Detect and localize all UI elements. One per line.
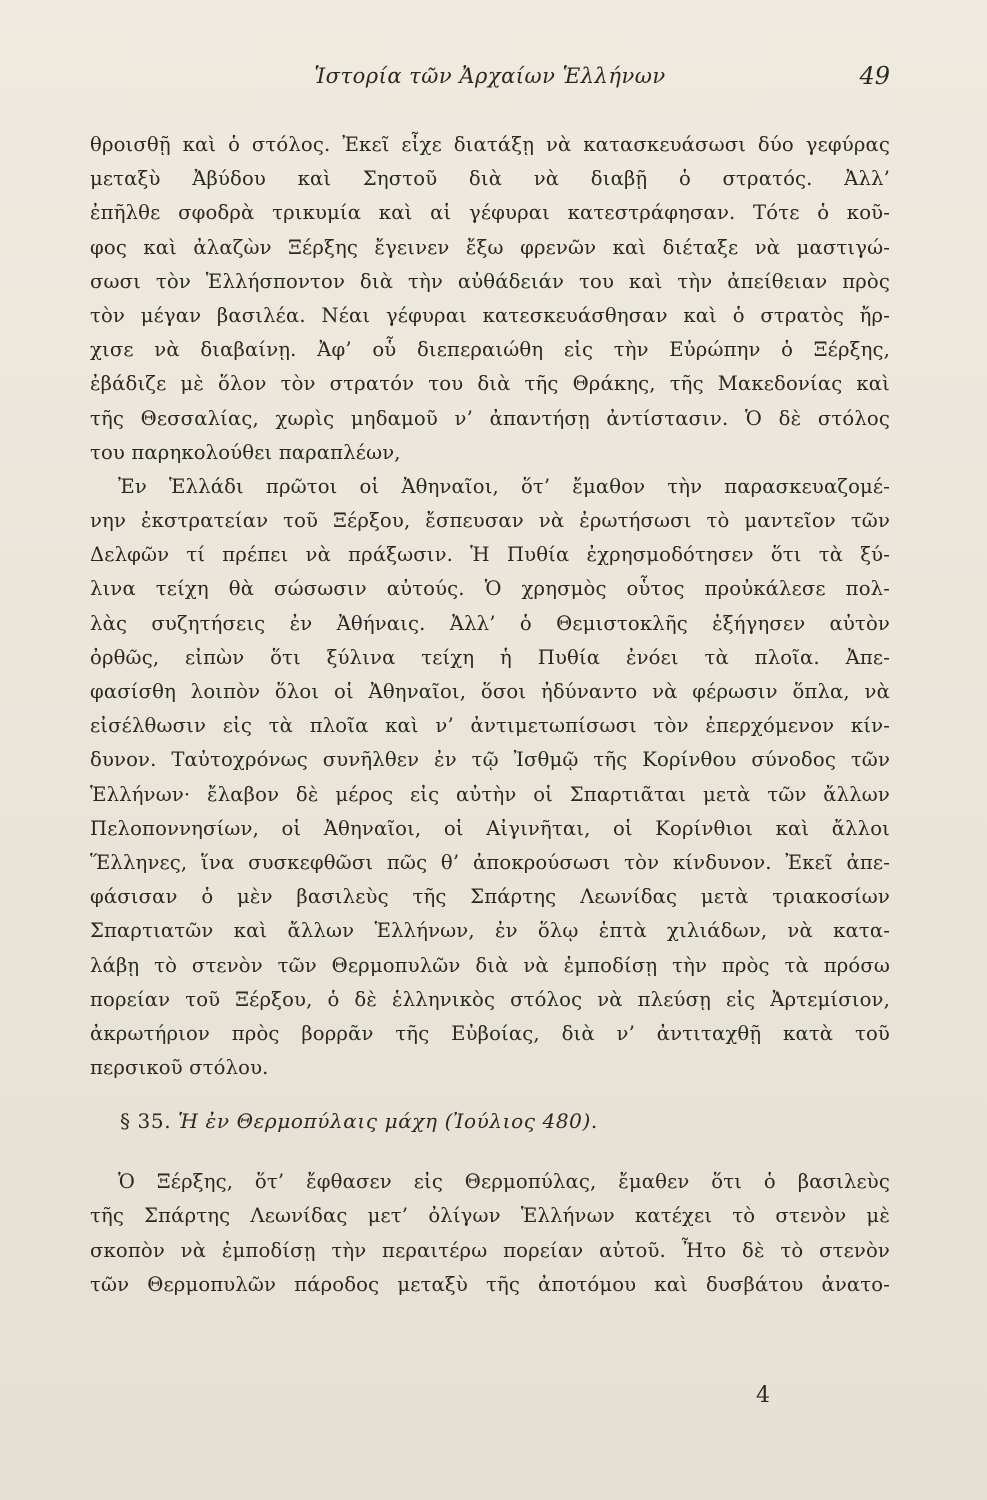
text-line: μεταξὺ Ἀβύδου καὶ Σηστοῦ διὰ νὰ διαβῇ ὁ στρατός. Ἀλλ’ xyxy=(90,167,890,191)
text-line: Ἐν Ἑλλάδι πρῶτοι οἱ Ἀθηναῖοι, ὅτ’ ἔμαθον τὴν παρασκευαζομέ- xyxy=(118,474,890,498)
text-line: λάβῃ τὸ στενὸν τῶν Θερμοπυλῶν διὰ νὰ ἐμποδίσῃ τὴν πρὸς τὰ πρόσω xyxy=(90,953,890,977)
text-line: ὀρθῶς, εἰπὼν ὅτι ξύλινα τείχη ἡ Πυθία ἐνόει τὰ πλοῖα. Ἀπε- xyxy=(90,645,890,669)
page-header xyxy=(90,60,890,96)
text-line: ἐπῆλθε σφοδρὰ τρικυμία καὶ αἱ γέφυραι κατεστράφησαν. Τότε ὁ κοῦ- xyxy=(90,201,890,225)
text-line: λινα τείχη θὰ σώσωσιν αὐτούς. Ὁ χρησμὸς οὗτος προὐκάλεσε πολ- xyxy=(90,577,890,601)
text-line: σωσι τὸν Ἑλλήσποντον διὰ τὴν αὐθάδειάν του καὶ τὴν ἀπείθειαν πρὸς xyxy=(90,269,890,293)
text-line: Ὁ Ξέρξης, ὅτ’ ἔφθασεν εἰς Θερμοπύλας, ἔμαθεν ὅτι ὁ βασιλεὺς xyxy=(118,1170,890,1194)
running-title: Ἱστορία τῶν Ἀρχαίων Ἑλλήνων xyxy=(314,64,666,88)
text-line: ἐβάδιζε μὲ ὅλον τὸν στρατόν του διὰ τῆς Θράκης, τῆς Μακεδονίας καὶ xyxy=(90,372,890,396)
section-title: Ἡ ἐν Θερμοπύλαις μάχη xyxy=(178,1109,438,1134)
text-line: πορείαν τοῦ Ξέρξου, ὁ δὲ ἑλληνικὸς στόλος νὰ πλεύσῃ εἰς Ἀρτεμίσιον, xyxy=(90,987,890,1011)
text-line: φασίσθη λοιπὸν ὅλοι οἱ Ἀθηναῖοι, ὅσοι ἠδύναντο νὰ φέρωσιν ὅπλα, νὰ xyxy=(90,680,890,703)
section-date: (Ἰούλιος 480). xyxy=(444,1109,598,1134)
body-text xyxy=(90,128,890,1302)
paragraph-2 xyxy=(90,470,890,1085)
text-line: Ἕλληνες, ἵνα συσκεφθῶσι πῶς θ’ ἀποκρούσωσι τὸν κίνδυνον. Ἐκεῖ ἀπε- xyxy=(90,850,890,874)
text-line: τῶν Θερμοπυλῶν πάροδος μεταξὺ τῆς ἀποτόμου καὶ δυσβάτου ἀνατο- xyxy=(90,1272,890,1296)
text-line: ἀκρωτήριον πρὸς βορρᾶν τῆς Εὐβοίας, διὰ ν’ ἀντιταχθῇ κατὰ τοῦ xyxy=(90,1021,890,1045)
text-line: περσικοῦ στόλου. xyxy=(90,1056,269,1080)
text-line: θροισθῇ καὶ ὁ στόλος. Ἐκεῖ εἶχε διατάξῃ νὰ κατασκευάσωσι δύο γεφύρας xyxy=(90,133,890,156)
text-line: Σπαρτιατῶν καὶ ἄλλων Ἑλλήνων, ἐν ὅλῳ ἑπτὰ χιλιάδων, νὰ κατα- xyxy=(90,919,890,943)
text-line: του παρηκολούθει παραπλέων, xyxy=(90,440,401,464)
text-line: δυνον. Ταὐτοχρόνως συνῆλθεν ἐν τῷ Ἰσθμῷ τῆς Κορίνθου σύνοδος τῶν xyxy=(90,748,890,772)
text-line: εἰσέλθωσιν εἰς τὰ πλοῖα καὶ ν’ ἀντιμετωπίσωσι τὸν ἐπερχόμενον κίν- xyxy=(90,714,890,738)
text-line: Ἑλλήνων· ἔλαβον δὲ μέρος εἰς αὐτὴν οἱ Σπαρτιᾶται μετὰ τῶν ἄλλων xyxy=(90,782,890,806)
text-line: λὰς συζητήσεις ἐν Ἀθήναις. Ἀλλ’ ὁ Θεμιστοκλῆς ἐξήγησεν αὐτὸν xyxy=(90,611,890,635)
text-line: τῆς Σπάρτης Λεωνίδας μετ’ ὀλίγων Ἑλλήνων κατέχει τὸ στενὸν μὲ xyxy=(90,1204,890,1228)
text-line: φάσισαν ὁ μὲν βασιλεὺς τῆς Σπάρτης Λεωνίδας μετὰ τριακοσίων xyxy=(90,885,890,909)
text-line: χισε νὰ διαβαίνῃ. Ἀφ’ οὗ διεπεραιώθη εἰς τὴν Εὐρώπην ὁ Ξέρξης, xyxy=(90,338,890,362)
paragraph-3 xyxy=(90,1165,890,1302)
section-heading xyxy=(90,1091,890,1151)
text-line: Δελφῶν τί πρέπει νὰ πράξωσιν. Ἡ Πυθία ἐχρησμοδότησεν ὅτι τὰ ξύ- xyxy=(90,543,890,567)
section-number: § 35. xyxy=(120,1109,172,1134)
page-number: 49 xyxy=(859,62,890,90)
signature-mark: 4 xyxy=(756,1383,770,1408)
paragraph-1 xyxy=(90,128,890,470)
text-line: νην ἐκστρατείαν τοῦ Ξέρξου, ἔσπευσαν νὰ ἐρωτήσωσι τὸ μαντεῖον τῶν xyxy=(90,509,890,533)
text-line: τὸν μέγαν βασιλέα. Νέαι γέφυραι κατεσκευάσθησαν καὶ ὁ στρατὸς ἤρ- xyxy=(90,303,890,327)
text-line: φος καὶ ἀλαζὼν Ξέρξης ἔγεινεν ἔξω φρενῶν καὶ διέταξε νὰ μαστιγώ- xyxy=(90,235,890,259)
text-line: σκοπὸν νὰ ἐμποδίσῃ τὴν περαιτέρω πορείαν αὐτοῦ. Ἦτο δὲ τὸ στενὸν xyxy=(90,1238,890,1262)
text-line: Πελοποννησίων, οἱ Ἀθηναῖοι, οἱ Αἰγινῆται, οἱ Κορίνθιοι καὶ ἄλλοι xyxy=(90,816,890,840)
text-line: τῆς Θεσσαλίας, χωρὶς μηδαμοῦ ν’ ἀπαντήσῃ ἀντίστασιν. Ὁ δὲ στόλος xyxy=(90,406,890,430)
